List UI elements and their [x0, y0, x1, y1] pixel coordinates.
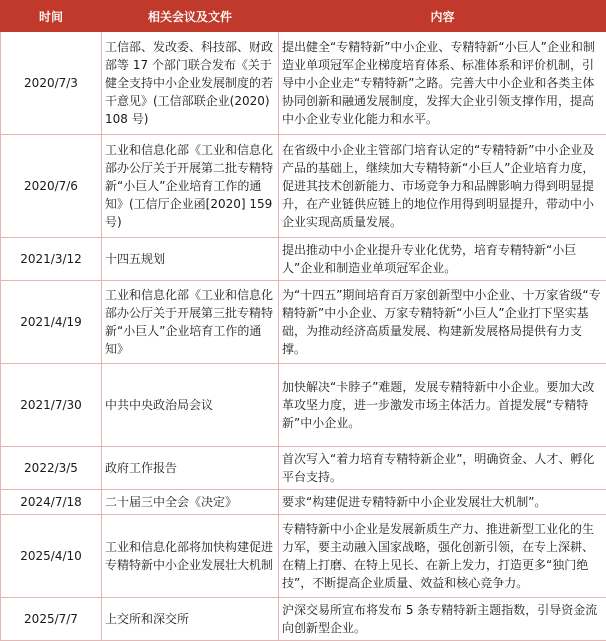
- row-source: 十四五规划: [102, 238, 279, 281]
- row-source: 工业和信息化部《工业和信息化部办公厅关于开展第二批专精特新“小巨人”企业培育工作的通知》(工信厅企业函[2020] 159 号): [102, 135, 279, 238]
- row-date: 2020/7/6: [1, 135, 102, 238]
- table-row: [1, 447, 606, 490]
- header-source: 相关会议及文件: [102, 1, 279, 32]
- row-date: 2021/3/12: [1, 238, 102, 281]
- table-row: [1, 238, 606, 281]
- table-row: [1, 598, 606, 641]
- row-date: 2025/7/7: [1, 598, 102, 641]
- table-row: [1, 515, 606, 598]
- header-row: [1, 1, 606, 32]
- table-row: [1, 135, 606, 238]
- row-content: 要求“构建促进专精特新中小企业发展壮大机制”。: [279, 490, 606, 515]
- row-date: 2025/4/10: [1, 515, 102, 598]
- row-source: 上交所和深交所: [102, 598, 279, 641]
- row-date: 2024/7/18: [1, 490, 102, 515]
- header-content: 内容: [279, 1, 606, 32]
- row-source: 工信部、发改委、科技部、财政部等 17 个部门联合发布《关于健全支持中小企业发展制度的若干意见》(工信部联企业(2020)108 号): [102, 32, 279, 135]
- row-source: 政府工作报告: [102, 447, 279, 490]
- table-row: [1, 32, 606, 135]
- row-content: 沪深交易所宣布将发布 5 条专精特新主题指数，引导资金流向创新型企业。: [279, 598, 606, 641]
- row-content: 专精特新中小企业是发展新质生产力、推进新型工业化的生力军，要主动融入国家战略，强化创新引领，在专上深耕、在精上打磨、在特上见长、在新上发力，打造更多“独门绝技”，不断提高企业质量、效益和核心竞争力。: [279, 515, 606, 598]
- row-content: 在省级中小企业主管部门培育认定的“专精特新”中小企业及产品的基础上，继续加大专精特新“小巨人”企业培育力度，促进其技术创新能力、市场竞争力和品牌影响力得到明显提升，在产业链供应链上的地位作用得到明显提升，带动中小企业实现高质量发展。: [279, 135, 606, 238]
- row-source: 工业和信息化部将加快构建促进专精特新中小企业发展壮大机制: [102, 515, 279, 598]
- row-date: 2021/7/30: [1, 364, 102, 447]
- row-source: 工业和信息化部《工业和信息化部办公厅关于开展第三批专精特新“小巨人”企业培育工作的通知》: [102, 281, 279, 364]
- row-content: 加快解决“卡脖子”难题，发展专精特新中小企业。要加大改革攻坚力度，进一步激发市场主体活力。首提发展“专精特新”中小企业。: [279, 364, 606, 447]
- table-row: [1, 364, 606, 447]
- table-row: [1, 281, 606, 364]
- row-date: 2021/4/19: [1, 281, 102, 364]
- row-content: 为“十四五”期间培育百万家创新型中小企业、十万家省级“专精特新”中小企业、万家专精特新“小巨人”企业打下坚实基础，为推动经济高质量发展、构建新发展格局提供有力支撑。: [279, 281, 606, 364]
- table-row: [1, 490, 606, 515]
- row-content: 首次写入“着力培育专精特新企业”，明确资金、人才、孵化平台支持。: [279, 447, 606, 490]
- header-date: 时间: [1, 1, 102, 32]
- row-source: 二十届三中全会《决定》: [102, 490, 279, 515]
- row-content: 提出健全“专精特新”中小企业、专精特新“小巨人”企业和制造业单项冠军企业梯度培育体系、标准体系和评价机制，引导中小企业走“专精特新”之路。完善大中小企业和各类主体协同创新和融通发展制度，发挥大企业引领支撑作用，提高中小企业专业化能力和水平。: [279, 32, 606, 135]
- row-source: 中共中央政治局会议: [102, 364, 279, 447]
- row-content: 提出推动中小企业提升专业化优势，培育专精特新“小巨人”企业和制造业单项冠军企业。: [279, 238, 606, 281]
- row-date: 2022/3/5: [1, 447, 102, 490]
- row-date: 2020/7/3: [1, 32, 102, 135]
